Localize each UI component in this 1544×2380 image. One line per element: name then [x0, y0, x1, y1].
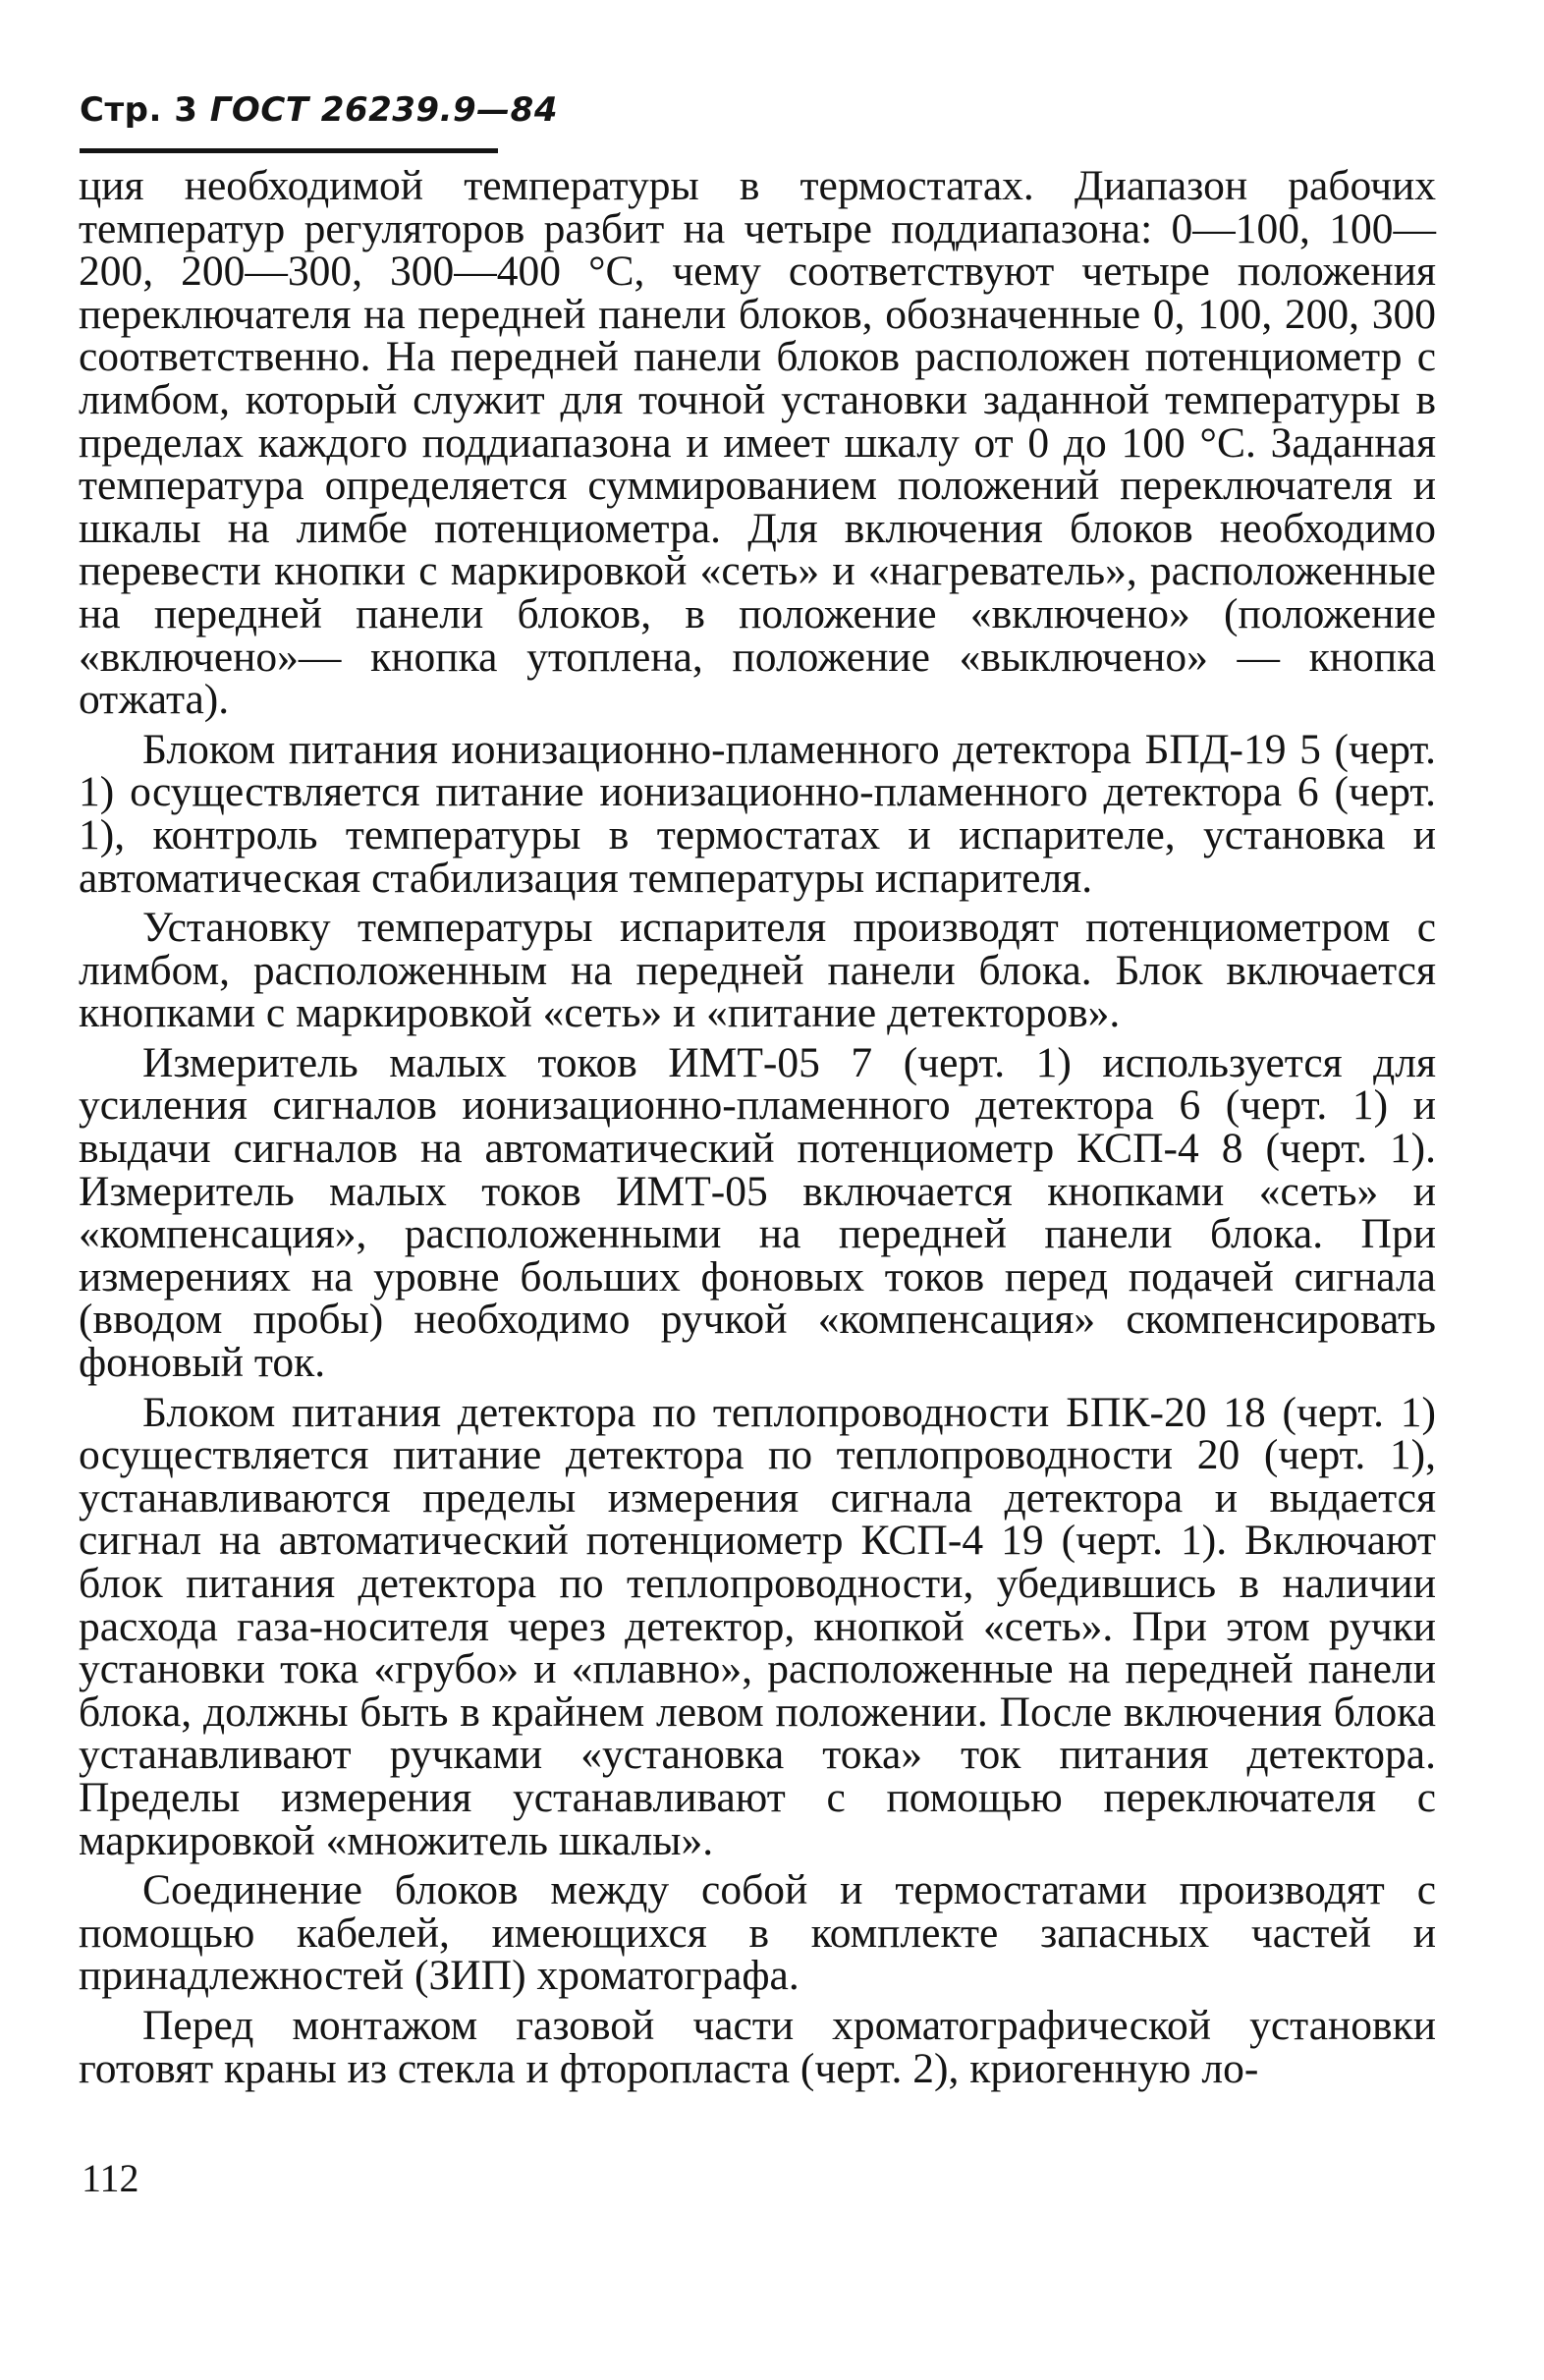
paragraph-gas-assembly: Перед монтажом газовой части хроматографической установки готовят краны из стекла и фторопласта (черт. 2), криогенную ло-: [79, 2001, 1436, 2092]
body-text: [79, 162, 1436, 2092]
header-page-label: Стр. 3: [80, 90, 198, 130]
running-header: [80, 90, 558, 130]
paragraph-bpd19: Блоком питания ионизационно-пламенного детектора БПД-19 5 (черт. 1) осуществляется питание ионизационно-пламенного детектора 6 (черт. 1), контроль температуры в термостатах и испарителе, установка и автоматическая стабилизация температуры испарителя.: [79, 725, 1436, 902]
paragraph-continuation: ция необходимой температуры в термостатах. Диапазон рабочих температур регуляторов разбит на четыре поддиапазона: 0—100, 100—200, 200—300, 300—400 °С, чему соответствуют четыре положения переключателя на передней панели блоков, обозначенные 0, 100, 200, 300 соответственно. На передней панели блоков расположен потенциометр с лимбом, который служит для точной установки заданной температуры в пределах каждого поддиапазона и имеет шкалу от 0 до 100 °С. Заданная температура определяется суммированием положений переключателя и шкалы на лимбе потенциометра. Для включения блоков необходимо перевести кнопки с маркировкой «сеть» и «нагреватель», расположенные на передней панели блоков, в положение «включено» (положение «включено»— кнопка утоплена, положение «выключено» — кнопка отжата).: [79, 162, 1436, 724]
paragraph-cable-connection: Соединение блоков между собой и термостатами производят с помощью кабелей, имеющихся в комплекте запасных частей и принадлежностей (ЗИП) хроматографа.: [79, 1866, 1436, 2000]
page-number: 112: [82, 2156, 139, 2200]
paragraph-evaporator-temperature: Установку температуры испарителя производят потенциометром с лимбом, расположенным на передней панели блока. Блок включается кнопками с маркировкой «сеть» и «питание детекторов».: [79, 904, 1436, 1037]
paragraph-bpk20: Блоком питания детектора по теплопроводности БПК-20 18 (черт. 1) осуществляется питание детектора по теплопроводности 20 (черт. 1), устанавливаются пределы измерения сигнала детектора и выдается сигнал на автоматический потенциометр КСП-4 19 (черт. 1). Включают блок питания детектора по теплопроводности, убедившись в наличии расхода газа-носителя через детектор, кнопкой «сеть». При этом ручки установки тока «грубо» и «плавно», расположенные на передней панели блока, должны быть в крайнем левом положении. После включения блока устанавливают ручками «установка тока» ток питания детектора. Пределы измерения устанавливают с помощью переключателя с маркировкой «множитель шкалы».: [79, 1388, 1436, 1864]
paragraph-imt05: Измеритель малых токов ИМТ-05 7 (черт. 1) используется для усиления сигналов ионизационно-пламенного детектора 6 (черт. 1) и выдачи сигналов на автоматический потенциометр КСП-4 8 (черт. 1). Измеритель малых токов ИМТ-05 включается кнопками «сеть» и «компенсация», расположенными на передней панели блока. При измерениях на уровне больших фоновых токов перед подачей сигнала (вводом пробы) необходимо ручкой «компенсация» скомпенсировать фоновый ток.: [79, 1038, 1436, 1387]
header-standard-number: ГОСТ 26239.9—84: [209, 90, 558, 130]
header-rule: [80, 148, 498, 153]
